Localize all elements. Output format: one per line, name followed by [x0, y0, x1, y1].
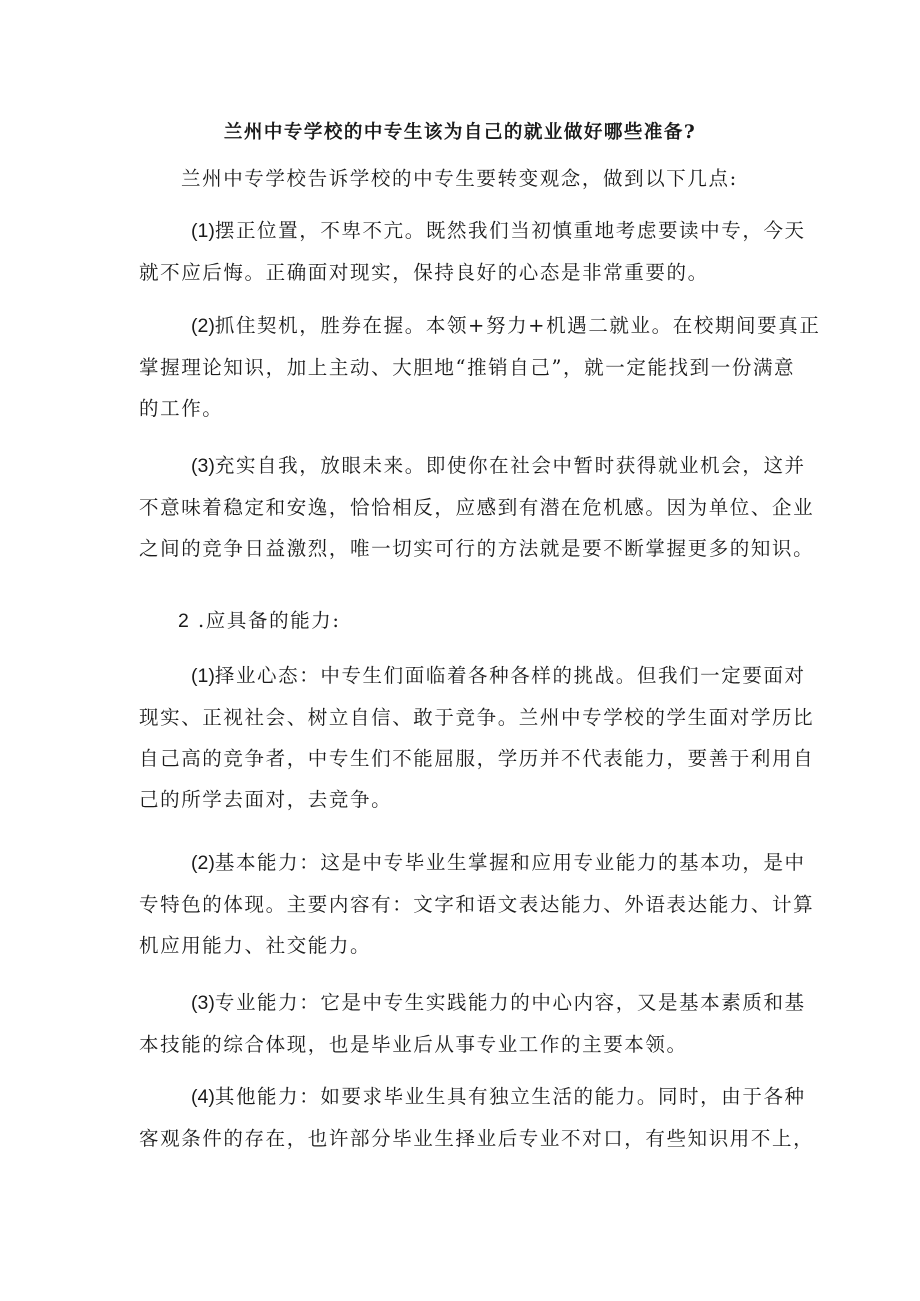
- section1-item-2: [139, 305, 821, 429]
- paragraph-line: 现实、正视社会、树立自信、敢于竞争。兰州中专学校的学生面对学历比: [139, 706, 815, 729]
- paragraph-line: 己的所学去面对，去竞争。: [139, 788, 393, 811]
- paragraph-line: 专业能力：它是中专生实践能力的中心内容，又是基本素质和基: [214, 991, 806, 1014]
- paragraph-line: 就不应后悔。正确面对现实，保持良好的心态是非常重要的。: [139, 261, 709, 284]
- section2-item-1: [139, 655, 815, 820]
- paragraph-line: 基本能力：这是中专毕业生掌握和应用专业能力的基本功，是中: [214, 851, 806, 874]
- paragraph-line: 自己高的竞争者，中专生们不能屈服，学历并不代表能力，要善于利用自: [139, 747, 815, 770]
- paragraph-line: 的工作。: [139, 397, 224, 420]
- paragraph-line: 专特色的体现。主要内容有：文字和语文表达能力、外语表达能力、计算: [139, 893, 815, 916]
- section2-heading: [178, 600, 778, 642]
- paragraph-line: 本技能的综合体现，也是毕业后从事专业工作的主要本领。: [139, 1033, 688, 1056]
- intro-paragraph: 兰州中专学校告诉学校的中专生要转变观念，做到以下几点:: [181, 167, 738, 190]
- section1-item-3: [139, 445, 815, 569]
- section-heading-text: .应具备的能力:: [198, 609, 341, 632]
- paragraph-line: 择业心态：中专生们面临着各种各样的挑战。但我们一定要面对: [214, 664, 806, 687]
- item-number: (4): [191, 1086, 215, 1108]
- section2-item-2: [139, 842, 815, 966]
- paragraph-line: 客观条件的存在，也许部分毕业生择业后专业不对口，有些知识用不上，: [139, 1127, 815, 1150]
- paragraph-line: 机应用能力、社交能力。: [139, 934, 372, 957]
- item-number: (3): [191, 455, 215, 477]
- paragraph-line: 抓住契机，胜券在握。本领+努力+机遇二就业。在校期间要真正: [214, 314, 821, 337]
- section2-item-4: [139, 1076, 815, 1159]
- paragraph-line: 不意味着稳定和安逸，恰恰相反，应感到有潜在危机感。因为单位、企业: [139, 496, 815, 519]
- page-title: 兰州中专学校的中专生该为自己的就业做好哪些准备?: [223, 122, 697, 143]
- item-number: (3): [191, 992, 215, 1014]
- paragraph-line: 摆正位置，不卑不亢。既然我们当初慎重地考虑要读中专，今天: [214, 219, 806, 242]
- paragraph-line: 之间的竞争日益激烈，唯一切实可行的方法就是要不断掌握更多的知识。: [139, 537, 815, 560]
- item-number: (1): [191, 220, 215, 242]
- section2-item-3: [139, 982, 806, 1065]
- section1-item-1: [139, 210, 806, 293]
- paragraph-line: 掌握理论知识，加上主动、大胆地“推销自己”，就一定能找到一份满意: [139, 356, 796, 379]
- section-number: 2: [178, 610, 189, 632]
- item-number: (2): [191, 315, 215, 337]
- item-number: (2): [191, 852, 215, 874]
- paragraph-line: 其他能力：如要求毕业生具有独立生活的能力。同时，由于各种: [214, 1085, 806, 1108]
- item-number: (1): [191, 665, 215, 687]
- paragraph-line: 充实自我，放眼未来。即使你在社会中暂时获得就业机会，这并: [214, 454, 806, 477]
